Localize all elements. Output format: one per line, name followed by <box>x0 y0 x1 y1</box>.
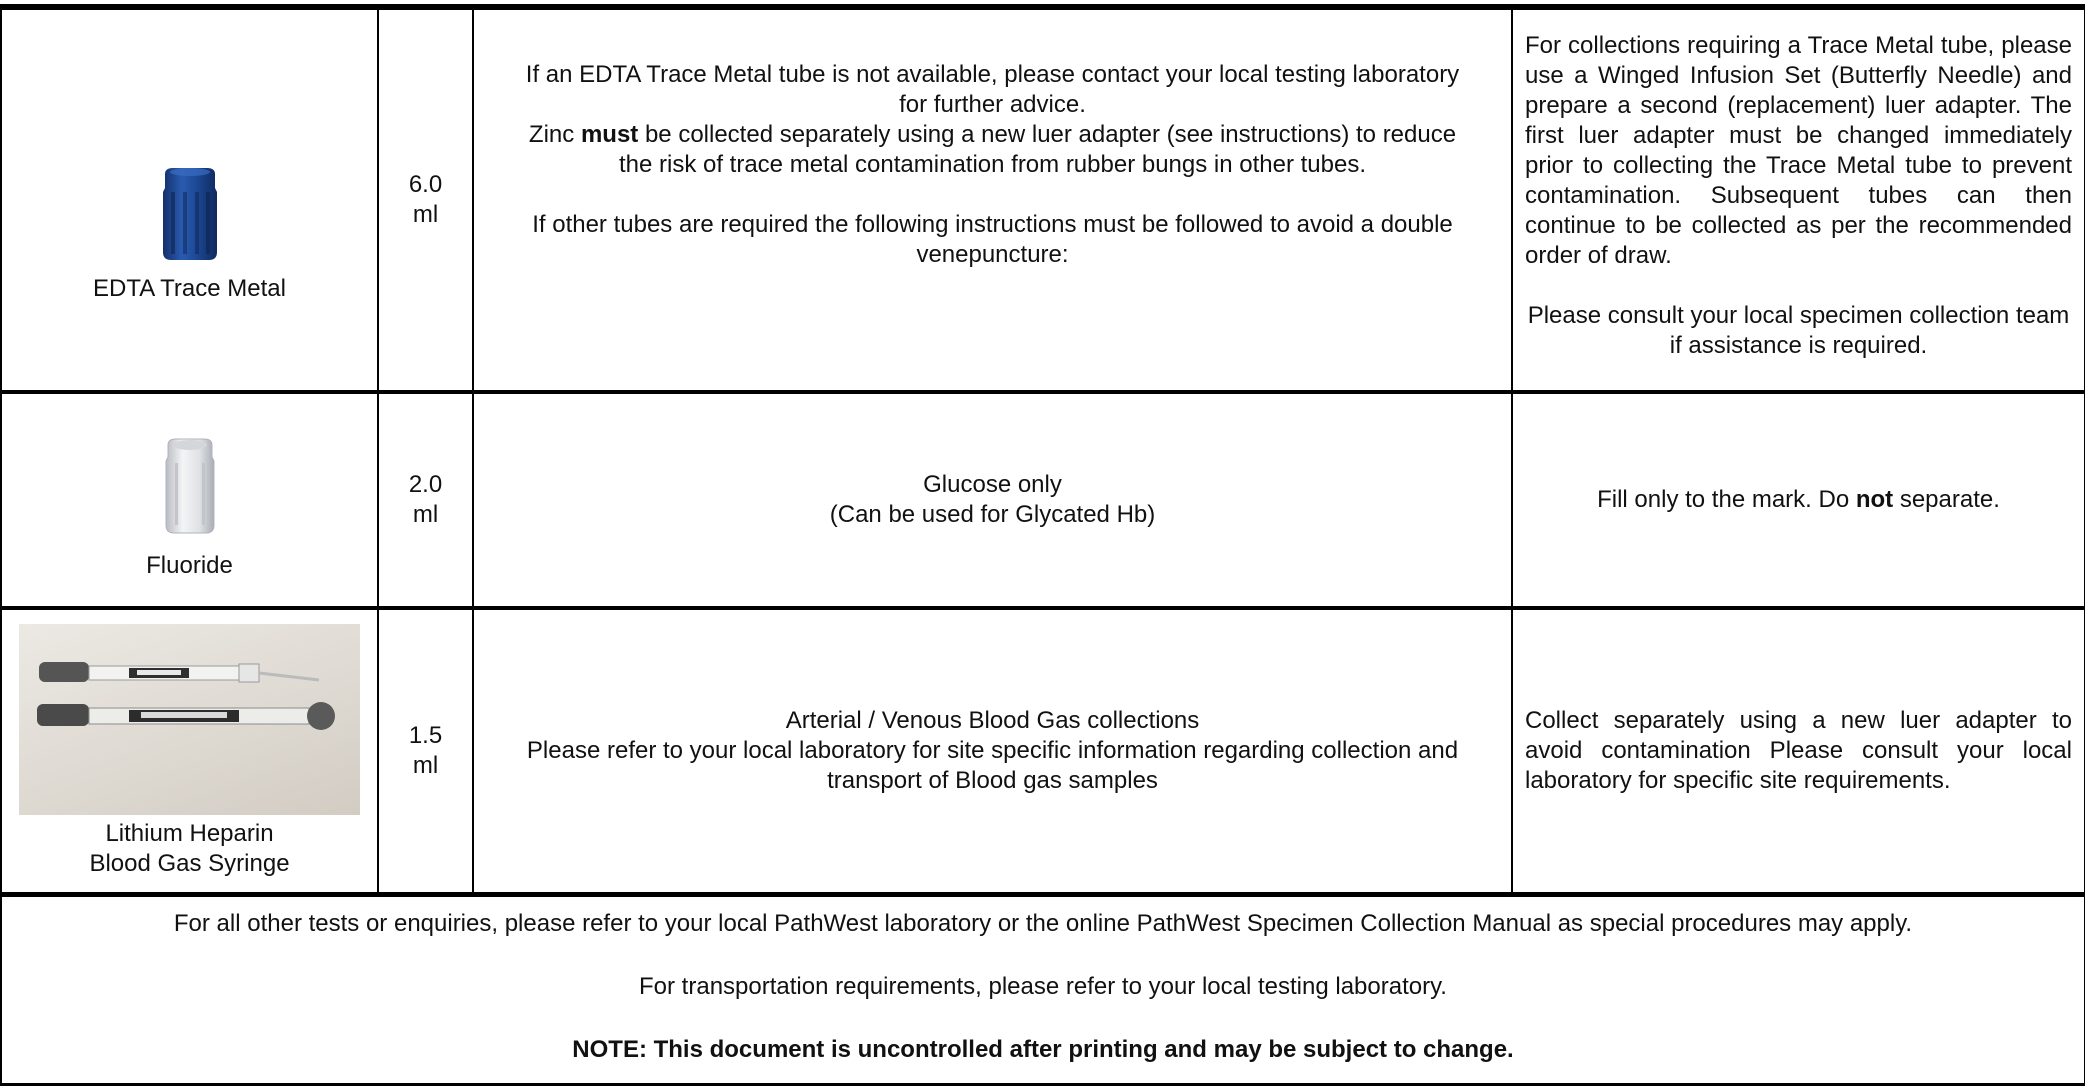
tube-name: Fluoride <box>146 552 233 579</box>
instruction-text: Glucose only <box>923 471 1062 498</box>
instruction-text: Please refer to your local laboratory for site specific information regarding collection and transport of Blood gas samples <box>526 737 1459 794</box>
notes-cell <box>1512 7 2085 392</box>
volume-value: 2.0 <box>408 471 443 498</box>
footer-row <box>1 895 2085 1085</box>
blood-gas-syringe-icon <box>19 624 360 815</box>
volume-unit: ml <box>412 752 439 779</box>
volume-cell <box>378 392 473 608</box>
notes-text: Please consult your local specimen collection team if assistance is required. <box>1527 302 2070 359</box>
collection-table <box>0 4 2085 1086</box>
notes-text: Collect separately using a new luer adapter to avoid contamination Please consult your local laboratory for specific site requirements. <box>1525 707 2072 794</box>
instruction-text: (Can be used for Glycated Hb) <box>829 501 1156 528</box>
volume-value: 6.0 <box>408 171 443 198</box>
table-row-fluoride <box>1 392 2085 608</box>
table-row-blood-gas-syringe <box>1 608 2085 895</box>
tube-cell <box>1 7 378 392</box>
blue-cap-tube-icon <box>159 166 221 262</box>
footer-cell <box>1 895 2085 1085</box>
footer-text: For all other tests or enquiries, please refer to your local PathWest laboratory or the online PathWest Specimen Collection Manual as special procedures may apply. <box>173 910 1913 937</box>
volume-unit: ml <box>412 201 439 228</box>
volume-value: 1.5 <box>408 722 443 749</box>
notes-cell <box>1512 392 2085 608</box>
instructions-cell <box>473 608 1512 895</box>
tube-cell <box>1 392 378 608</box>
footer-note: NOTE: This document is uncontrolled after printing and may be subject to change. <box>572 1036 1514 1063</box>
instructions-cell <box>473 7 1512 392</box>
footer-text: For transportation requirements, please refer to your local testing laboratory. <box>639 973 1447 1000</box>
volume-cell <box>378 7 473 392</box>
notes-text: For collections requiring a Trace Metal tube, please use a Winged Infusion Set (Butterfly Needle) and prepare a second (replacement) luer adapter. The first luer adapter must be changed immediately prior to collecting the Trace Metal tube to prevent contamination. Subsequent tubes can then continue to be collected as per the recommended order of draw. <box>1525 32 2072 269</box>
instruction-text: If an EDTA Trace Metal tube is not available, please contact your local testing laboratory for further advice. <box>525 61 1460 118</box>
grey-cap-tube-icon <box>162 437 218 535</box>
instruction-text: If other tubes are required the following instructions must be followed to avoid a double venepuncture: <box>532 211 1453 268</box>
tube-name: Lithium Heparin Blood Gas Syringe <box>89 819 290 877</box>
instruction-zinc: Zinc must be collected separately using a new luer adapter (see instructions) to reduce the risk of trace metal contamination from rubber bungs in other tubes. <box>528 121 1457 178</box>
volume-cell <box>378 608 473 895</box>
table-row-edta-trace-metal <box>1 7 2085 392</box>
instruction-text: Arterial / Venous Blood Gas collections <box>785 707 1200 734</box>
notes-cell <box>1512 608 2085 895</box>
volume-unit: ml <box>412 501 439 528</box>
tube-name: EDTA Trace Metal <box>93 275 286 302</box>
tube-cell <box>1 608 378 895</box>
instructions-cell <box>473 392 1512 608</box>
notes-text: Fill only to the mark. Do not separate. <box>1597 486 2000 513</box>
